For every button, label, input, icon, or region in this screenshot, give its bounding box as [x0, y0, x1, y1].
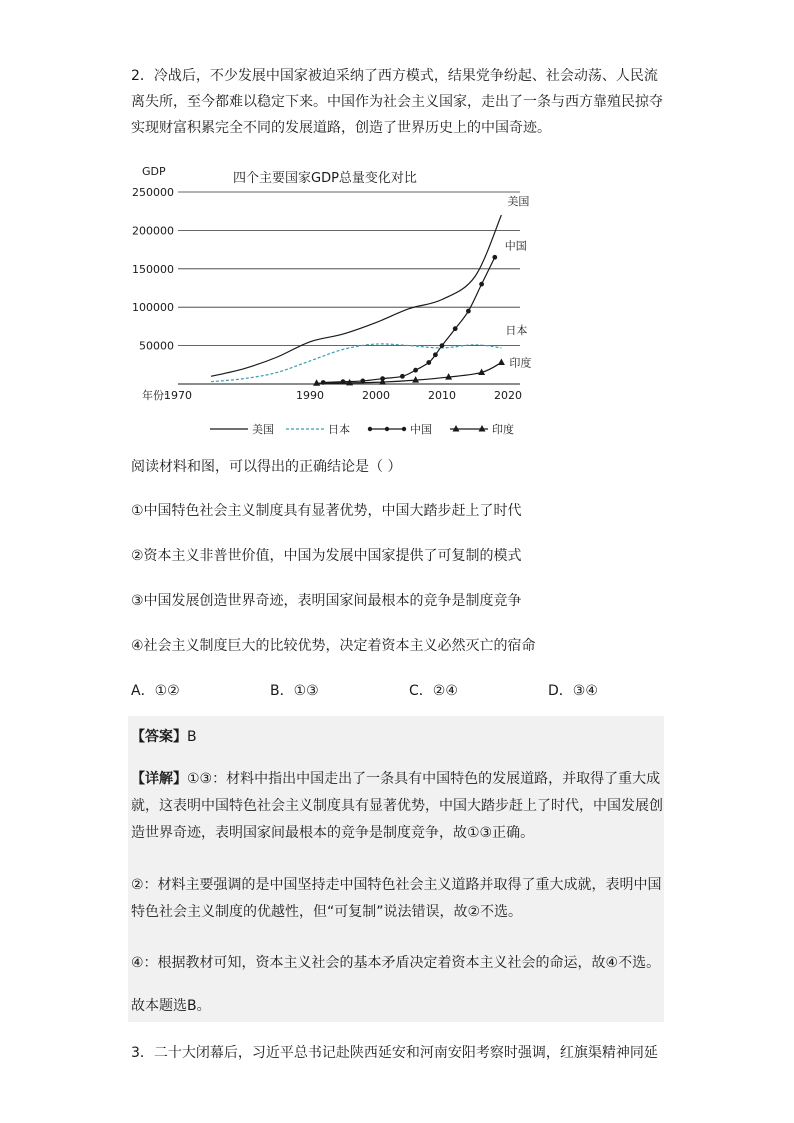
series-label: 印度: [509, 356, 532, 370]
answer-conclusion: 故本题选B。: [131, 998, 211, 1014]
question-2-stem: 2．冷战后，不少发展中国家被迫采纳了西方模式，结果党争纷起、社会动荡、人民流离失所，至今都难以稳定下来。中国作为社会主义国家，走出了一条与西方靠殖民掠夺实现财富积累完全不同的发展道路，创造了世界历史上的中国奇迹。: [131, 68, 663, 136]
data-point: [466, 309, 471, 314]
choice-c: C．②④: [409, 683, 458, 699]
series-line-0: [211, 215, 501, 376]
gdp-comparison-chart: [128, 160, 548, 445]
chart-x-ticks: [164, 389, 522, 402]
y-tick-label: 150000: [132, 262, 174, 276]
answer-detail-2: ②：材料主要强调的是中国坚持走中国特色社会主义道路并取得了重大成就，表明中国特色社会主义制度的优越性，但“可复制”说法错误，故②不选。: [131, 877, 662, 920]
y-tick-label: 200000: [132, 224, 174, 238]
y-tick-label: 50000: [139, 339, 174, 353]
choice-b: B．①③: [270, 683, 319, 699]
chart-legend: [210, 422, 514, 436]
choice-d: D．③④: [548, 683, 598, 699]
y-tick-label: 100000: [132, 301, 174, 315]
series-line-2: [323, 257, 495, 382]
answer-value: B: [187, 729, 197, 745]
answer-detail-3: ④：根据教材可知，资本主义社会的基本矛盾决定着资本主义社会的命运，故④不选。: [131, 955, 661, 971]
answer-panel: [128, 716, 664, 1022]
statement-2: ②资本主义非普世价值，中国为发展中国家提供了可复制的模式: [131, 548, 522, 564]
statement-3: ③中国发展创造世界奇迹，表明国家间最根本的竞争是制度竞争: [131, 593, 522, 609]
statement-4: ④社会主义制度巨大的比较优势，决定着资本主义必然灭亡的宿命: [131, 638, 536, 654]
data-point: [479, 282, 484, 287]
answer-label: 【答案】: [131, 729, 187, 745]
legend-marker: [479, 425, 486, 432]
series-label: 中国: [504, 239, 527, 253]
x-tick-label: 1990: [296, 389, 324, 402]
legend-marker: [402, 427, 406, 431]
chart-title: 四个主要国家GDP总量变化对比: [233, 171, 417, 186]
x-tick-label: 1970: [164, 389, 192, 402]
chart-y-ticks: [132, 186, 174, 353]
choice-a: A．①②: [131, 683, 180, 699]
question-prompt: 阅读材料和图，可以得出的正确结论是（ ）: [131, 459, 402, 475]
chart-series: [211, 195, 531, 386]
data-point: [440, 343, 445, 348]
legend-label: 美国: [252, 423, 274, 436]
chart-grid: [178, 192, 520, 384]
legend-marker: [385, 427, 389, 431]
detail-1-text: ①③：材料中指出中国走出了一条具有中国特色的发展道路，并取得了重大成就，这表明中国特色社会主义制度具有显著优势，中国大踏步赶上了时代，中国发展创造世界奇迹，表明国家间最根本的竞争是制度竞争，故①③正确。: [131, 771, 663, 841]
data-point: [453, 326, 458, 331]
data-point: [313, 379, 320, 386]
legend-marker: [453, 425, 460, 432]
series-label: 日本: [505, 323, 528, 337]
question-3-stem: 3．二十大闭幕后，习近平总书记赴陕西延安和河南安阳考察时强调，红旗渠精神同延: [131, 1045, 658, 1061]
answer-detail-1: [131, 766, 665, 847]
x-tick-label: 2010: [428, 389, 456, 402]
statement-1: ①中国特色社会主义制度具有显著优势，中国大踏步赶上了时代: [131, 503, 522, 519]
chart-xlabel: 年份:: [142, 389, 168, 402]
chart-ylabel: GDP: [142, 165, 166, 178]
answer-line: [131, 726, 197, 746]
detail-label: 【详解】: [131, 771, 187, 787]
data-point: [433, 352, 438, 357]
data-point: [321, 380, 326, 385]
series-label: 美国: [507, 195, 530, 209]
legend-label: 中国: [410, 423, 432, 436]
data-point: [400, 374, 405, 379]
data-point: [426, 360, 431, 365]
data-point: [492, 255, 497, 260]
legend-marker: [368, 427, 372, 431]
legend-label: 印度: [492, 423, 514, 436]
y-tick-label: 250000: [132, 186, 174, 199]
x-tick-label: 2000: [362, 389, 390, 402]
data-point: [413, 368, 418, 373]
data-point: [498, 358, 505, 365]
legend-label: 日本: [328, 423, 350, 436]
x-tick-label: 2020: [494, 389, 522, 402]
